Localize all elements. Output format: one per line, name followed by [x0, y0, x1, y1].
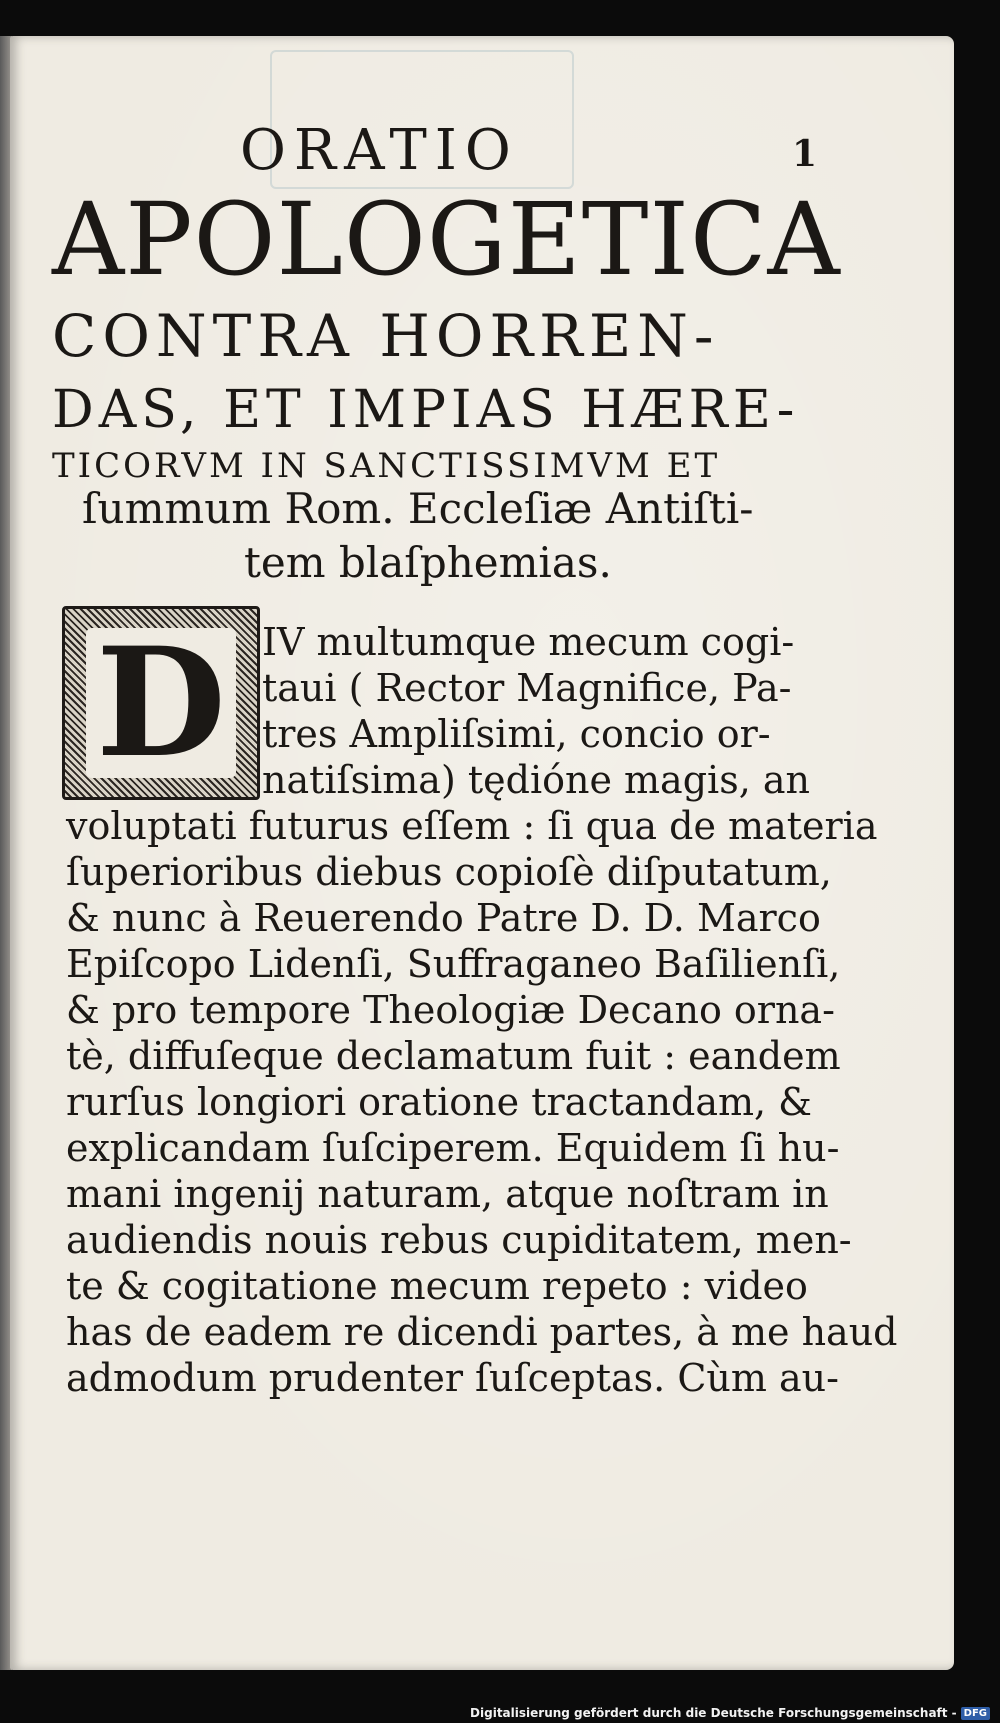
body-line: Epiſcopo Lidenſi, Suffraganeo Baſilienſi, [66, 942, 841, 986]
dropcap-letter: D [86, 628, 236, 778]
body-line: tres Ampliſsimi, concio or- [262, 712, 771, 756]
title-line-4: DAS, ET IMPIAS HÆRE- [52, 380, 800, 440]
title-line-7: tem blaſphemias. [244, 538, 612, 587]
body-line: IV multumque mecum cogi- [262, 620, 795, 664]
title-line-2: APOLOGETICA [52, 181, 841, 298]
body-line: mani ingenij naturam, atque noſtram in [66, 1172, 829, 1216]
body-line: & pro tempore Theologiæ Decano orna- [66, 988, 835, 1032]
footer-credit: Digitalisierung gefördert durch die Deutsche Forschungsgemeinschaft - [470, 1706, 957, 1720]
page-number: 1 [792, 133, 818, 175]
body-line: voluptati futurus eſſem : ſi qua de materia [66, 804, 878, 848]
body-line: ſuperioribus diebus copioſè diſputatum, [66, 850, 832, 894]
body-line: & nunc à Reuerendo Patre D. D. Marco [66, 896, 821, 940]
body-line: rurſus longiori oratione tractandam, & [66, 1080, 812, 1124]
title-line-3: CONTRA HORREN- [52, 302, 720, 370]
body-line: has de eadem re dicendi partes, à me haud [66, 1310, 898, 1354]
dfg-logo: DFG [961, 1707, 990, 1720]
body-line: explicandam ſuſciperem. Equidem ſi hu- [66, 1126, 840, 1170]
body-line: natiſsima) tędióne magis, an [262, 758, 810, 802]
title-line-6: ſummum Rom. Eccleſiæ Antiſti- [82, 484, 754, 533]
title-line-5: TICORVM IN SANCTISSIMVM ET [52, 446, 721, 486]
body-line: taui ( Rector Magnifice, Pa- [262, 666, 792, 710]
title-line-1: ORATIO [240, 118, 519, 183]
body-line: te & cogitatione mecum repeto : video [66, 1264, 808, 1308]
body-line: audiendis nouis rebus cupiditatem, men- [66, 1218, 852, 1262]
dfg-footer [470, 1706, 990, 1720]
body-line: tè, diffuſeque declamatum fuit : eandem [66, 1034, 841, 1078]
ornamental-dropcap [62, 606, 260, 800]
body-line: admodum prudenter ſuſceptas. Cùm au- [66, 1356, 839, 1400]
